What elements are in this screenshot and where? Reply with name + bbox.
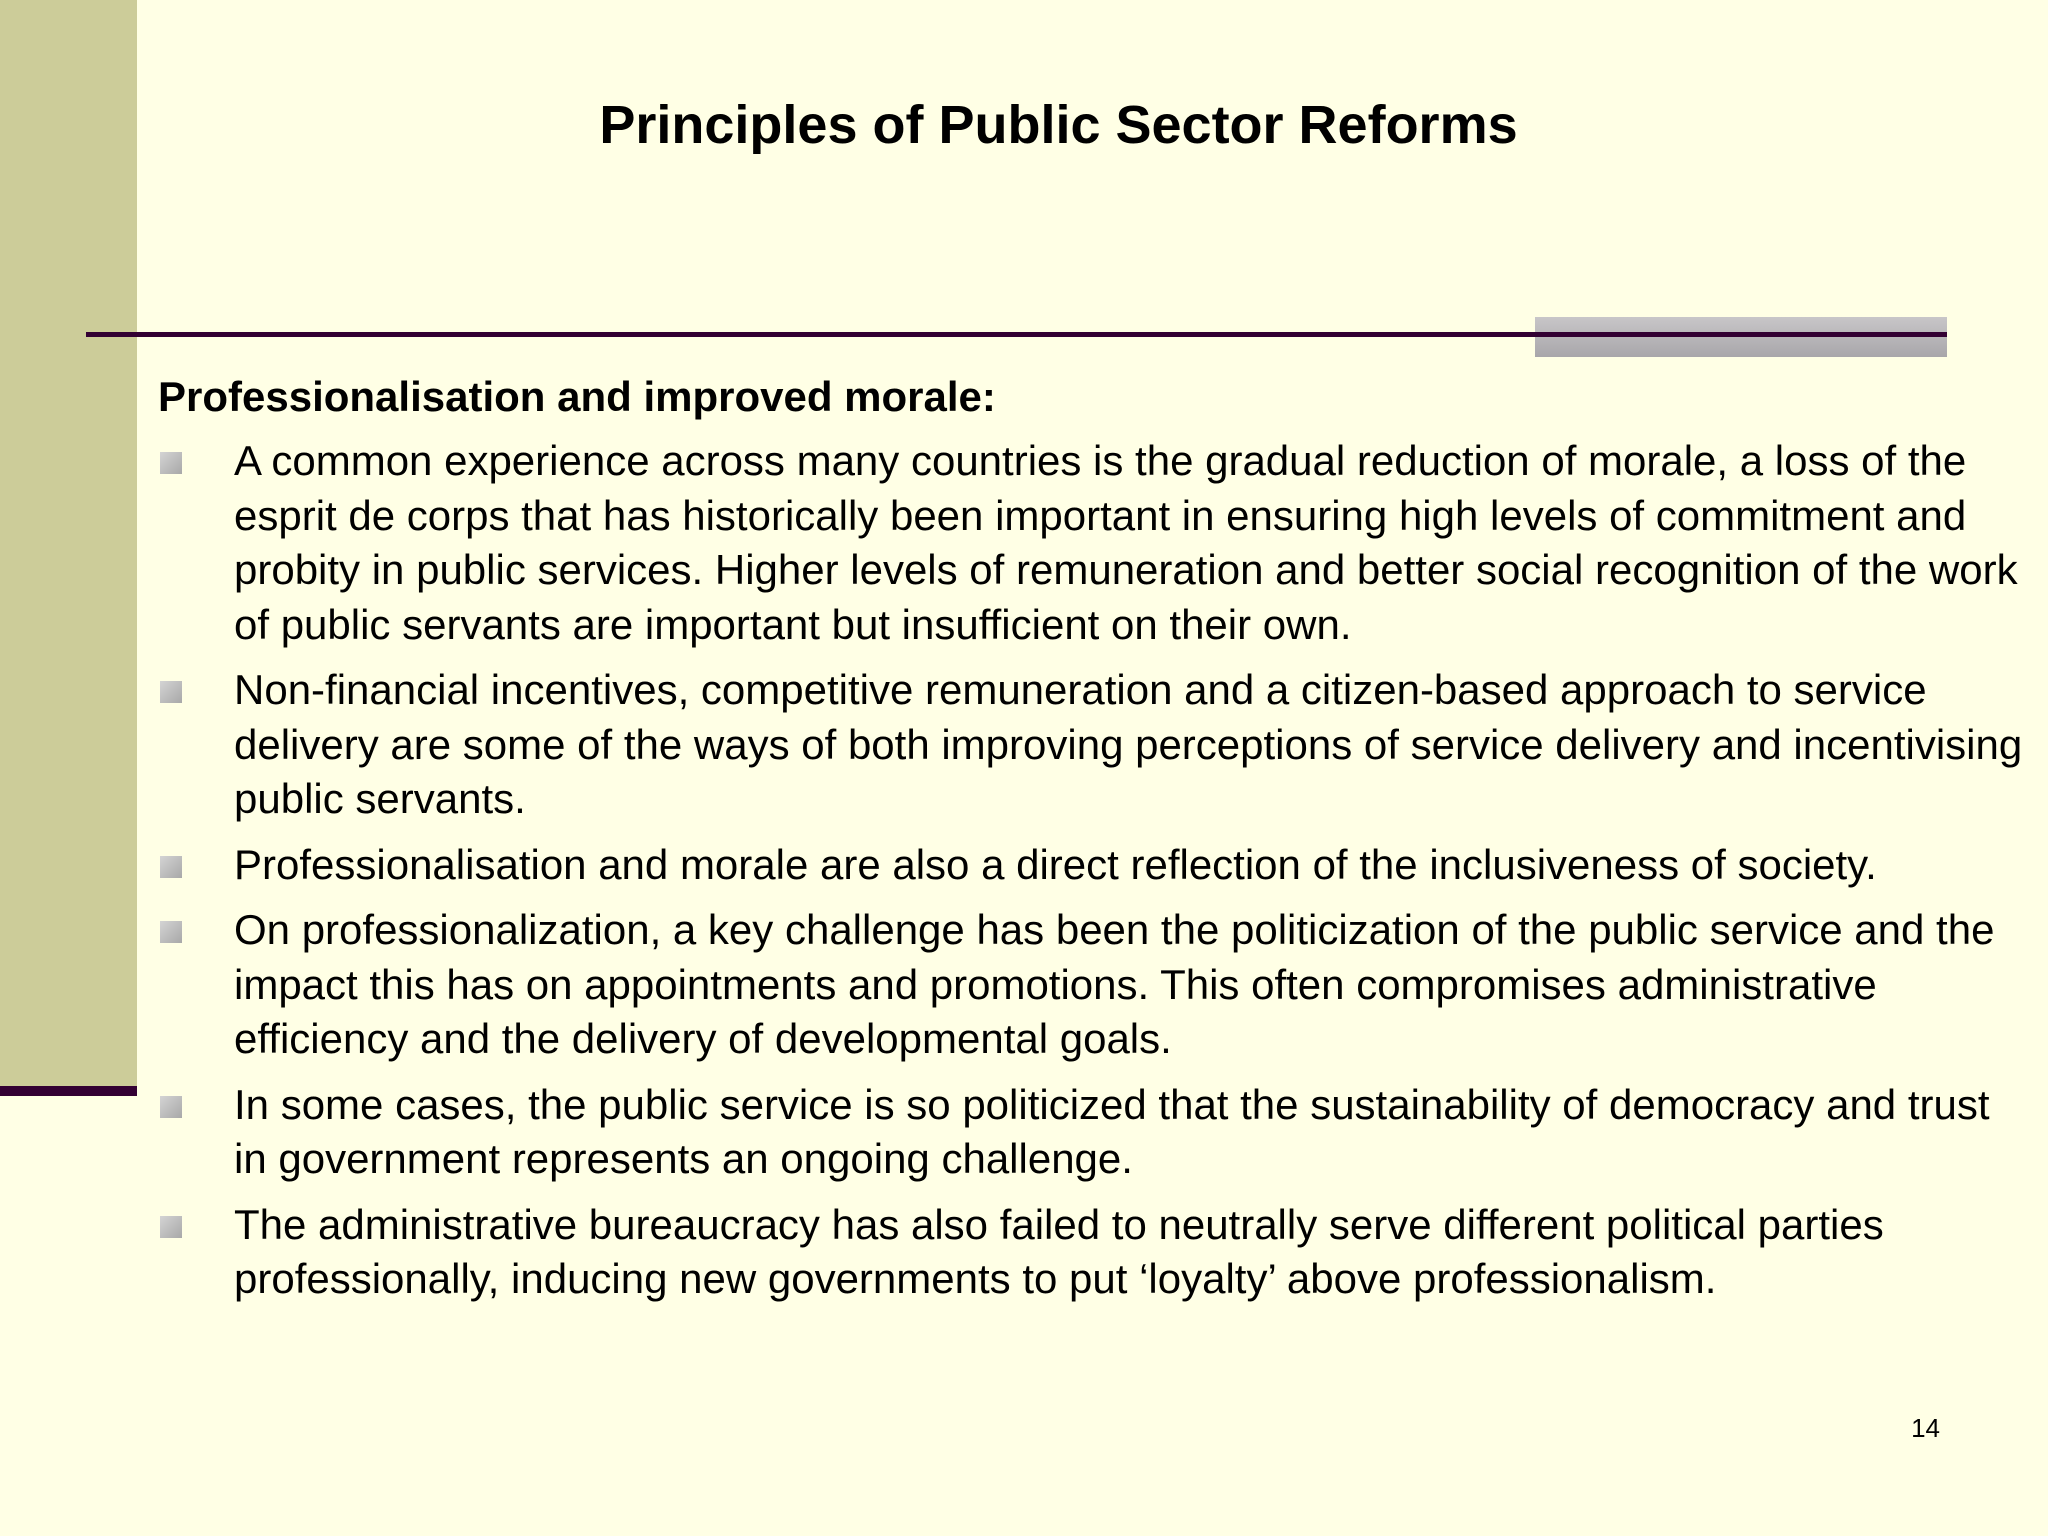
bullet-text: The administrative bureaucracy has also failed to neutrally serve different political parties professionally, inducing new governments to put ‘loyalty’ above professionalism. <box>234 1200 1884 1302</box>
bullet-text: In some cases, the public service is so politicized that the sustainability of democracy and trust in government represents an ongoing challenge. <box>234 1080 1990 1182</box>
bullet-text: On professionalization, a key challenge has been the politicization of the public service and the impact this has on appointments and promotions. This often compromises administrative efficiency and the delivery of developmental goals. <box>234 906 1995 1062</box>
bullet-text: Professionalisation and morale are also a direct reflection of the inclusiveness of society. <box>234 840 1877 888</box>
title-rule-line <box>86 332 1947 337</box>
bullet-item <box>158 663 2028 827</box>
bullet-item <box>158 1198 2028 1307</box>
slide-title: Principles of Public Sector Reforms <box>599 95 1518 155</box>
bullet-item <box>158 434 2028 652</box>
square-bullet-icon <box>160 856 182 878</box>
square-bullet-icon <box>160 1216 182 1238</box>
left-accent-bar <box>0 0 137 1086</box>
title-rule-shadow <box>1535 317 1947 357</box>
square-bullet-icon <box>160 921 182 943</box>
left-accent-underline <box>0 1086 137 1096</box>
bullet-item <box>158 838 2028 893</box>
bullet-item <box>158 903 2028 1067</box>
bullet-list <box>158 434 2028 1307</box>
square-bullet-icon <box>160 452 182 474</box>
section-subheading: Professionalisation and improved morale: <box>158 373 996 420</box>
bullet-text: A common experience across many countries is the gradual reduction of morale, a loss of the esprit de corps that has historically been important in ensuring high levels of commitment and probity in public services. Higher levels of remuneration and better social recognition of the work of public servants are important but insufficient on their own. <box>234 437 2018 648</box>
slide-page-number: 14 <box>1911 1413 1940 1443</box>
bullet-text: Non-financial incentives, competitive remuneration and a citizen-based approach to service delivery are some of the ways of both improving perceptions of service delivery and incentivising public servants. <box>234 666 2023 822</box>
square-bullet-icon <box>160 681 182 703</box>
square-bullet-icon <box>160 1096 182 1118</box>
bullet-item <box>158 1078 2028 1187</box>
slide-content <box>158 370 2028 1318</box>
